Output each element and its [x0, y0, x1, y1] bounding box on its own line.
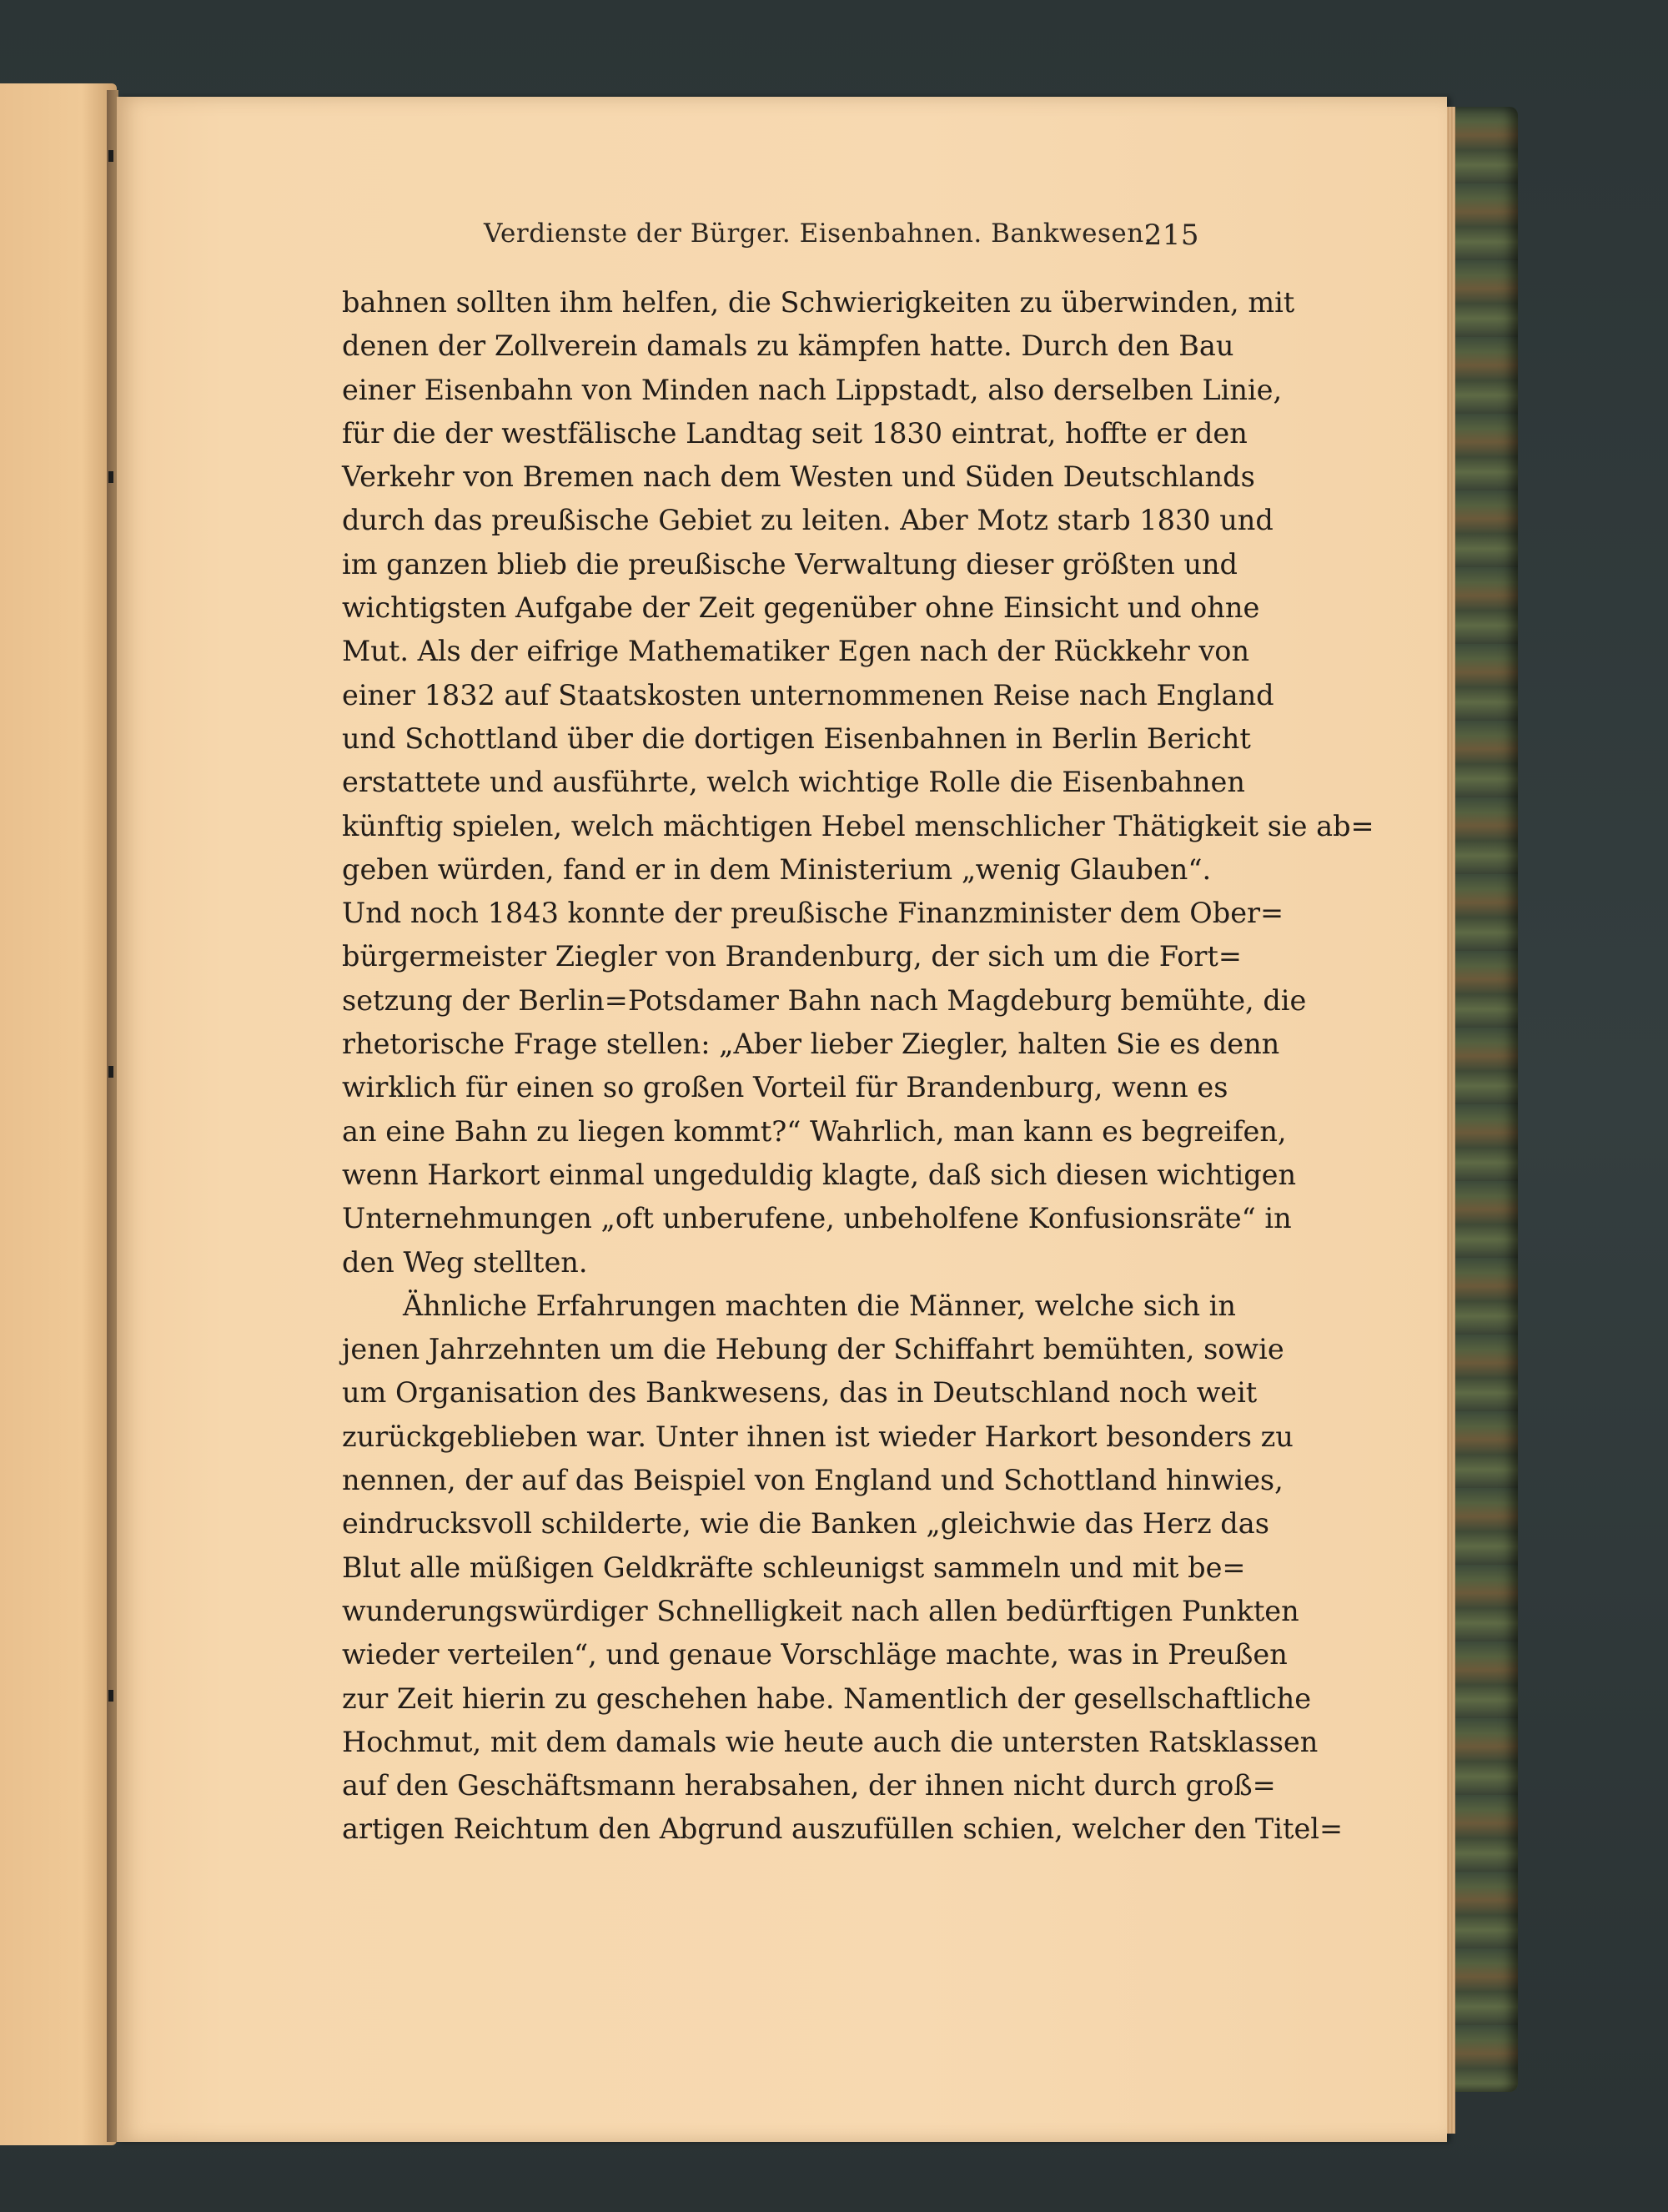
text-line: Hochmut, mit dem damals wie heute auch die untersten Ratsklassen — [342, 1725, 1319, 1758]
text-line: Blut alle müßigen Geldkräfte schleunigst sammeln und mit be= — [342, 1551, 1246, 1584]
margin-mark — [108, 471, 113, 483]
text-line: Mut. Als der eifrige Mathematiker Egen nach der Rückkehr von — [342, 635, 1250, 668]
facing-page-edge — [0, 83, 117, 2145]
text-line: zur Zeit hierin zu geschehen habe. Namentlich der gesellschaftliche — [342, 1682, 1312, 1715]
paragraph-start-line: Ähnliche Erfahrungen machten die Männer, welche sich in — [403, 1289, 1236, 1322]
text-line: denen der Zollverein damals zu kämpfen hatte. Durch den Bau — [342, 329, 1234, 363]
text-line: eindrucksvoll schilderte, wie die Banken „gleichwie das Herz das — [342, 1507, 1269, 1541]
text-line: im ganzen blieb die preußische Verwaltung dieser größten und — [342, 547, 1238, 581]
text-line: durch das preußische Gebiet zu leiten. Aber Motz starb 1830 und — [342, 504, 1274, 537]
text-line: an eine Bahn zu liegen kommt?“ Wahrlich, man kann es begreifen, — [342, 1114, 1287, 1148]
book-cover-edge — [1447, 107, 1518, 2092]
text-line: wirklich für einen so großen Vorteil für Brandenburg, wenn es — [342, 1071, 1228, 1104]
text-line: für die der westfälische Landtag seit 1830 eintrat, hoffte er den — [342, 416, 1248, 450]
text-line: bürgermeister Ziegler von Brandenburg, der sich um die Fort= — [342, 940, 1242, 973]
text-line: und Schottland über die dortigen Eisenbahnen in Berlin Bericht — [342, 721, 1251, 755]
text-line: geben würden, fand er in dem Ministerium „wenig Glauben“. — [342, 852, 1212, 886]
text-line: zurückgeblieben war. Unter ihnen ist wieder Harkort besonders zu — [342, 1420, 1294, 1453]
margin-mark — [108, 150, 113, 162]
margin-mark — [108, 1066, 113, 1078]
margin-mark — [108, 1690, 113, 1702]
text-line: einer Eisenbahn von Minden nach Lippstadt, also derselben Linie, — [342, 373, 1283, 406]
text-line: wunderungswürdiger Schnelligkeit nach allen bedürftigen Punkten — [342, 1594, 1299, 1627]
running-head — [342, 219, 1199, 259]
text-line: erstattete und ausführte, welch wichtige Rolle die Eisenbahnen — [342, 766, 1245, 799]
text-line: jenen Jahrzehnten um die Hebung der Schiffahrt bemühten, sowie — [342, 1333, 1284, 1366]
running-title: Verdienste der Bürger. Eisenbahnen. Bankwesen. — [484, 219, 1153, 249]
text-line: Unternehmungen „oft unberufene, unbeholfene Konfusionsräte“ in — [342, 1202, 1292, 1235]
page-block-edges — [1447, 107, 1455, 2134]
text-line: nennen, der auf das Beispiel von England und Schottland hinwies, — [342, 1464, 1284, 1497]
text-line: künftig spielen, welch mächtigen Hebel menschlicher Thätigkeit sie ab= — [342, 809, 1374, 842]
text-line: wieder verteilen“, und genaue Vorschläge machte, was in Preußen — [342, 1638, 1288, 1672]
text-line: bahnen sollten ihm helfen, die Schwierigkeiten zu überwinden, mit — [342, 286, 1295, 319]
text-line: rhetorische Frage stellen: „Aber lieber Ziegler, halten Sie es denn — [342, 1028, 1280, 1061]
text-line: auf den Geschäftsmann herabsahen, der ihnen nicht durch groß= — [342, 1769, 1276, 1802]
paragraph-end-line: den Weg stellten. — [342, 1245, 588, 1279]
text-line: wenn Harkort einmal ungeduldig klagte, daß sich diesen wichtigen — [342, 1158, 1297, 1191]
text-line: einer 1832 auf Staatskosten unternommenen Reise nach England — [342, 678, 1274, 711]
text-line: um Organisation des Bankwesens, das in Deutschland noch weit — [342, 1376, 1258, 1410]
page-number: 215 — [1143, 219, 1199, 252]
body-text — [342, 281, 1374, 1852]
text-line: wichtigsten Aufgabe der Zeit gegenüber ohne Einsicht und ohne — [342, 591, 1260, 625]
text-line: artigen Reichtum den Abgrund auszufüllen schien, welcher den Titel= — [342, 1812, 1344, 1846]
text-line: Verkehr von Bremen nach dem Westen und Süden Deutschlands — [342, 460, 1255, 494]
text-line: setzung der Berlin=Potsdamer Bahn nach Magdeburg bemühte, die — [342, 983, 1307, 1017]
text-line: Und noch 1843 konnte der preußische Finanzminister dem Ober= — [342, 897, 1284, 930]
